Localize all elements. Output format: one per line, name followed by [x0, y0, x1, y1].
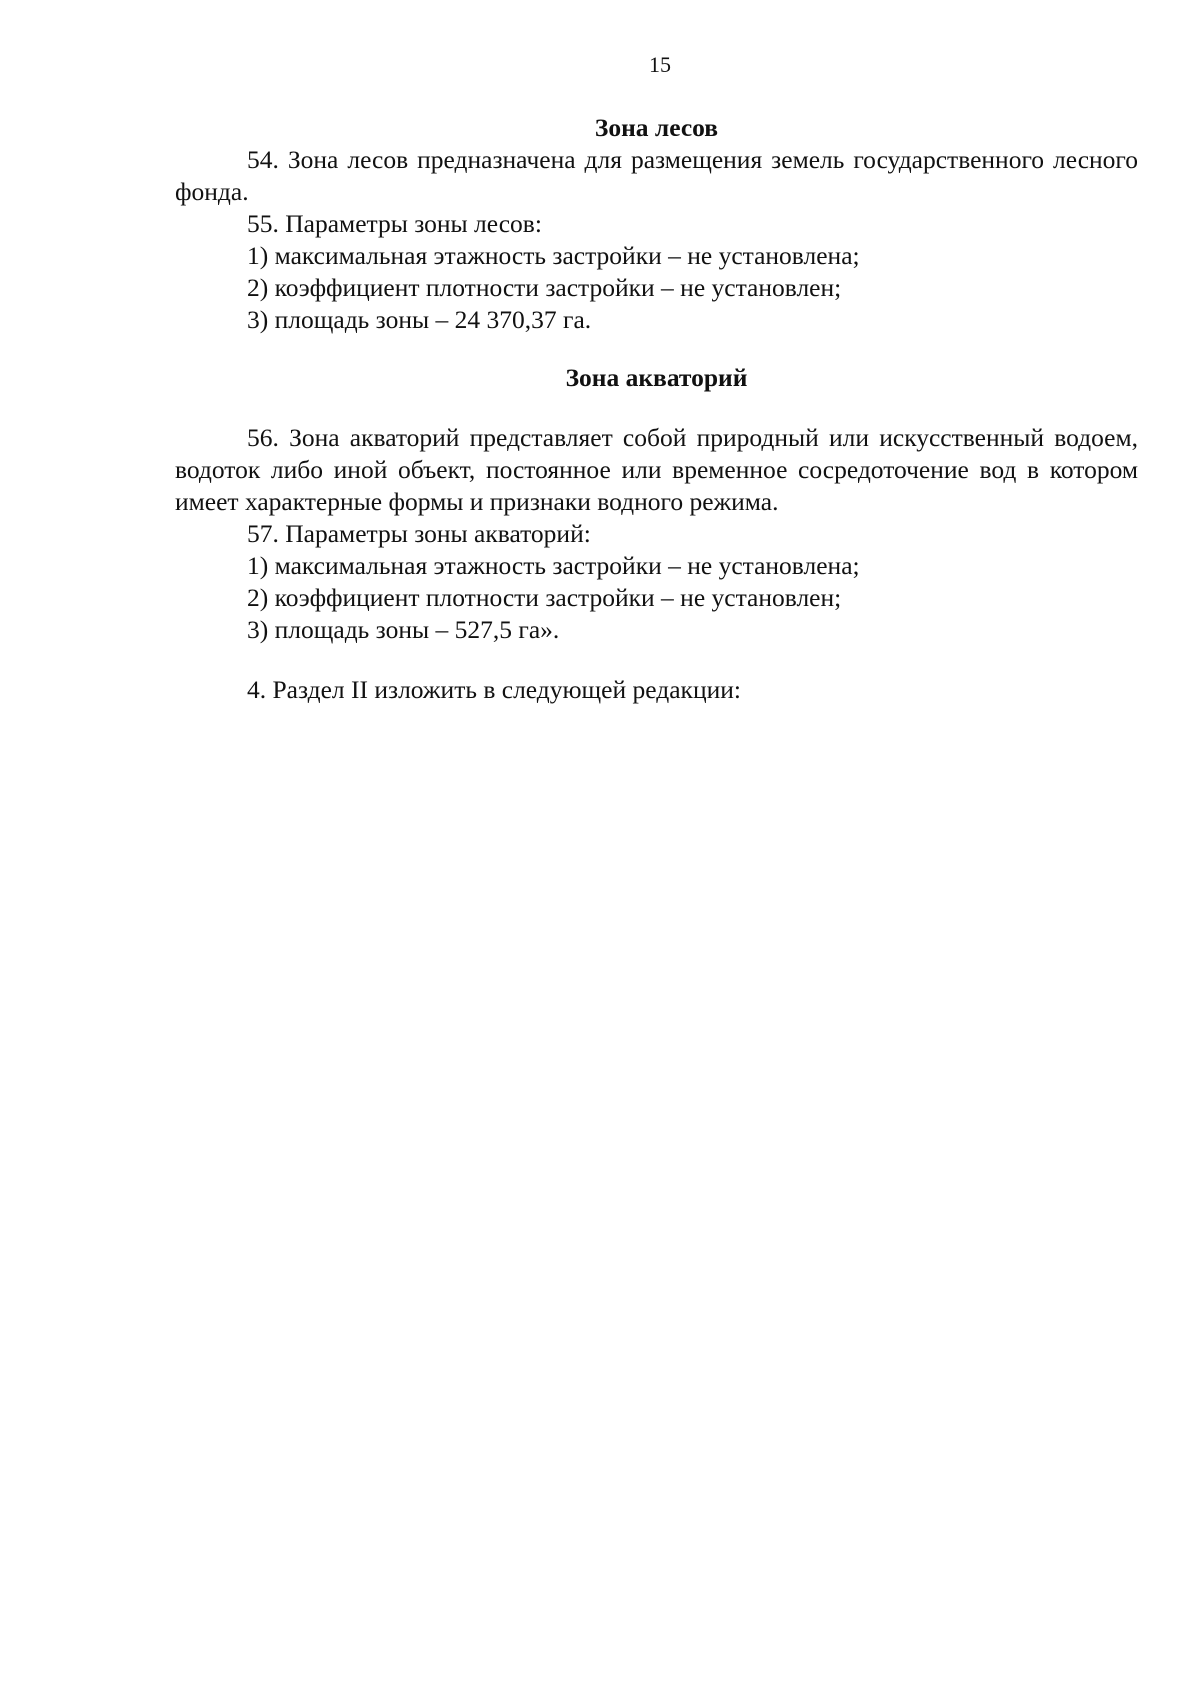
- section-heading-water-areas: Зона акваторий: [565, 363, 748, 392]
- paragraph-54: 54. Зона лесов предназначена для размещения земель государственного лесного фонда.: [175, 145, 1138, 206]
- list-item: 3) площадь зоны – 527,5 га».: [247, 615, 560, 644]
- paragraph-56: 56. Зона акваторий представляет собой природный или искусственный водоем, водоток либо иной объект, постоянное или временное сосредоточение вод в котором имеет характерные формы и признаки водного режима.: [175, 423, 1138, 516]
- list-item: 2) коэффициент плотности застройки – не установлен;: [247, 273, 842, 302]
- paragraph-55: 55. Параметры зоны лесов:: [247, 209, 542, 238]
- page-number: 15: [649, 52, 671, 77]
- list-item: 3) площадь зоны – 24 370,37 га.: [247, 305, 592, 334]
- paragraph-57: 57. Параметры зоны акваторий:: [247, 519, 591, 548]
- list-item: 1) максимальная этажность застройки – не установлена;: [247, 551, 860, 580]
- closing-paragraph: 4. Раздел II изложить в следующей редакции:: [247, 675, 741, 704]
- list-item: 1) максимальная этажность застройки – не установлена;: [247, 241, 860, 270]
- document-body: [175, 112, 1138, 706]
- section-heading-forests: Зона лесов: [594, 113, 719, 142]
- list-item: 2) коэффициент плотности застройки – не установлен;: [247, 583, 842, 612]
